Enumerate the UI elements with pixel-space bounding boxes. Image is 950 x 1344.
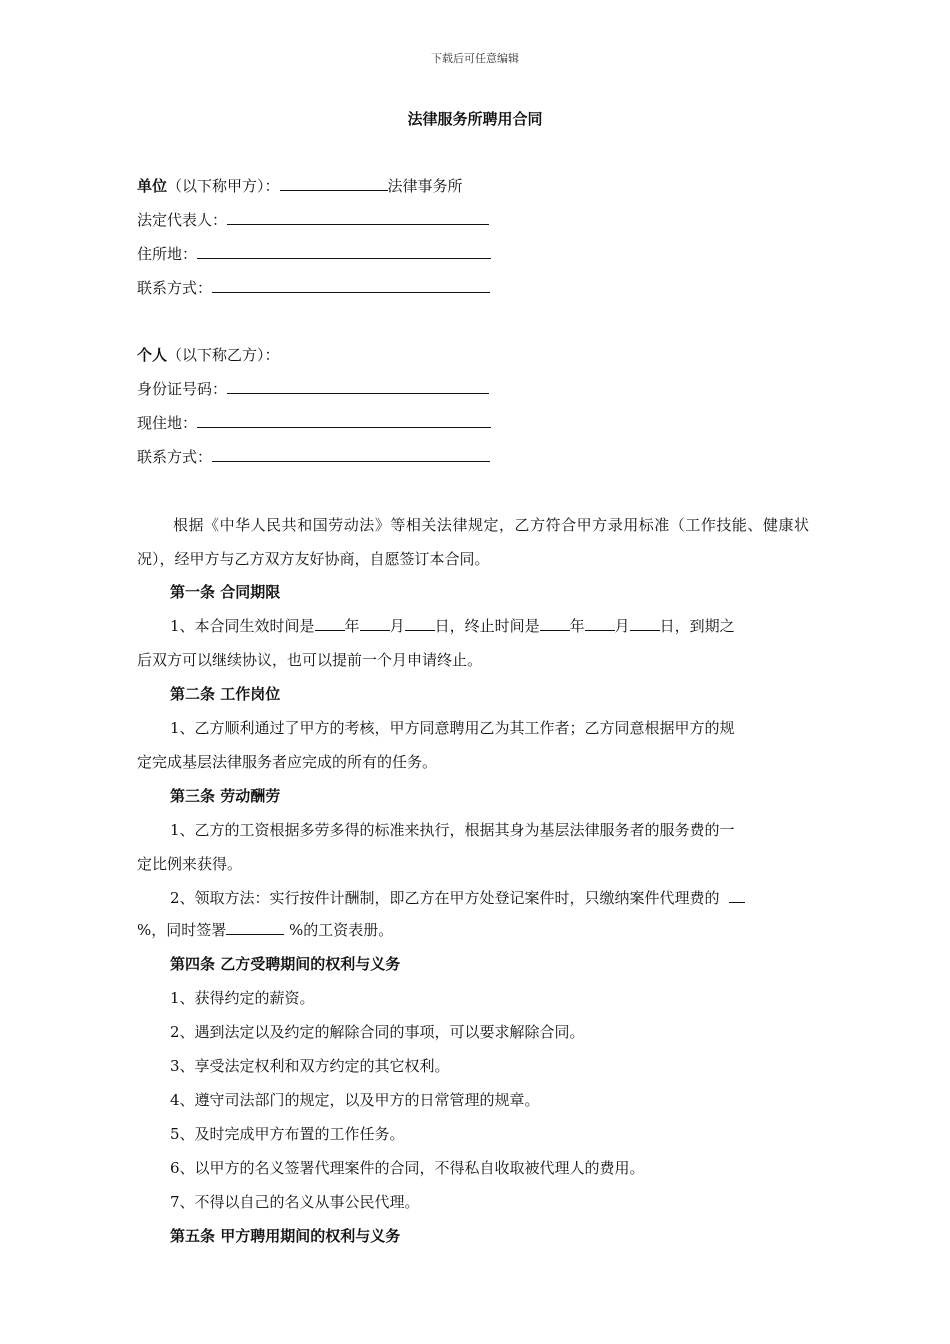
party-a-heading-rest: （以下称甲方）：	[167, 177, 280, 195]
article-4-item: 3、享受法定权利和双方约定的其它权利。	[170, 1057, 450, 1075]
current-address-blank	[197, 413, 491, 428]
end-year-blank	[540, 616, 570, 631]
year-label: 年	[344, 617, 360, 635]
month-label: 月	[389, 617, 405, 635]
header-note: 下载后可任意编辑	[431, 52, 519, 65]
firm-name-blank	[280, 176, 388, 191]
article-5-title: 第五条 甲方聘用期间的权利与义务	[170, 1227, 401, 1245]
article-3-clause-2-cont	[137, 920, 393, 940]
month-label: 月	[614, 617, 630, 635]
article-3-clause-2	[170, 888, 745, 908]
party-b-heading-rest: （以下称乙方）：	[167, 346, 280, 364]
contact-label: 联系方式：	[137, 279, 213, 297]
article-4-title: 第四条 乙方受聘期间的权利与义务	[170, 955, 401, 973]
address-blank	[197, 244, 491, 259]
year-label: 年	[569, 617, 585, 635]
current-address-label: 现住地：	[137, 414, 198, 432]
article-2-title: 第二条 工作岗位	[170, 685, 281, 703]
article-4-item: 5、及时完成甲方布置的工作任务。	[170, 1125, 405, 1143]
party-b-address-line	[137, 413, 491, 433]
article-1-title: 第一条 合同期限	[170, 583, 281, 601]
end-day-blank	[630, 616, 660, 631]
preamble: 根据《中华人民共和国劳动法》等相关法律规定，乙方符合甲方录用标准（工作技能、健康状况），经甲方与乙方双方友好协商，自愿签订本合同。	[137, 516, 809, 568]
party-b-heading	[137, 345, 280, 365]
party-b-contact-blank	[212, 447, 490, 462]
id-label: 身份证号码：	[137, 380, 228, 398]
party-b-contact-line	[137, 447, 490, 467]
fee-percent-blank	[729, 888, 745, 903]
party-a-contact-line	[137, 278, 490, 298]
article-4-item: 4、遵守司法部门的规定，以及甲方的日常管理的规章。	[170, 1091, 540, 1109]
day-label: 日	[434, 617, 450, 635]
rep-blank	[227, 210, 489, 225]
clause-text: 2、领取方法：实行按件计酬制，即乙方在甲方处登记案件时，只缴纳案件代理费的	[170, 889, 720, 907]
party-b-heading-bold: 个人	[137, 346, 168, 364]
clause-text: 1、本合同生效时间是	[170, 617, 315, 635]
clause-text-end: %的工资表册。	[284, 921, 394, 939]
article-1-clause-1	[170, 616, 735, 636]
day-label: 日	[659, 617, 675, 635]
article-4-item: 6、以甲方的名义签署代理案件的合同，不得私自收取被代理人的费用。	[170, 1159, 645, 1177]
clause-text-mid: ，终止时间是	[449, 617, 540, 635]
article-4-item: 1、获得约定的薪资。	[170, 989, 315, 1007]
article-2-clause-1-cont: 定完成基层法律服务者应完成的所有的任务。	[137, 753, 438, 771]
firm-suffix: 法律事务所	[387, 177, 463, 195]
wage-percent-blank	[226, 920, 284, 935]
party-b-contact-label: 联系方式：	[137, 448, 213, 466]
party-a-rep-line	[137, 210, 489, 230]
address-label: 住所地：	[137, 245, 198, 263]
rep-label: 法定代表人：	[137, 211, 228, 229]
document-title: 法律服务所聘用合同	[407, 110, 543, 128]
clause-text: %，同时签署	[137, 921, 227, 939]
party-a-heading	[137, 176, 463, 196]
article-4-item: 7、不得以自己的名义从事公民代理。	[170, 1193, 420, 1211]
clause-text-end: ，到期之	[674, 617, 735, 635]
id-blank	[227, 379, 489, 394]
article-2-clause-1: 1、乙方顺利通过了甲方的考核，甲方同意聘用乙为其工作者；乙方同意根据甲方的规	[170, 719, 735, 737]
article-3-clause-1-cont: 定比例来获得。	[137, 855, 243, 873]
party-a-address-line	[137, 244, 491, 264]
end-month-blank	[585, 616, 615, 631]
start-month-blank	[360, 616, 390, 631]
start-year-blank	[315, 616, 345, 631]
article-1-clause-1-cont: 后双方可以继续协议，也可以提前一个月申请终止。	[137, 651, 483, 669]
article-3-clause-1: 1、乙方的工资根据多劳多得的标准来执行，根据其身为基层法律服务者的服务费的一	[170, 821, 735, 839]
party-b-id-line	[137, 379, 489, 399]
start-day-blank	[405, 616, 435, 631]
article-3-title: 第三条 劳动酬劳	[170, 787, 281, 805]
article-4-item: 2、遇到法定以及约定的解除合同的事项，可以要求解除合同。	[170, 1023, 585, 1041]
party-a-heading-bold: 单位	[137, 177, 168, 195]
contact-blank	[212, 278, 490, 293]
